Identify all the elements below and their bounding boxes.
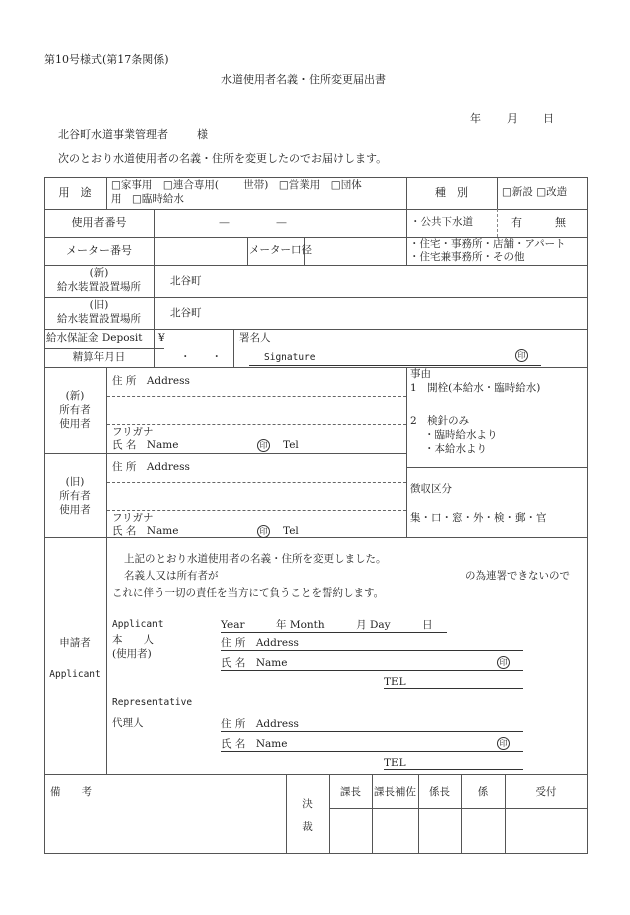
representative-seal-icon: 印 bbox=[497, 736, 510, 750]
sewer-no[interactable]: 無 bbox=[555, 216, 566, 229]
applicant-label-en: Applicant bbox=[49, 669, 101, 680]
user-number-dash-1: — bbox=[219, 216, 230, 229]
date-day-label: 日 bbox=[543, 112, 554, 125]
location-old-label-2: 給水装置設置場所 bbox=[57, 313, 141, 325]
reason-item-2b[interactable]: ・本給水より bbox=[424, 443, 487, 455]
settlement-date-label: 精算年月日 bbox=[72, 351, 126, 363]
form-number: 第10号様式(第17条関係) bbox=[44, 53, 169, 66]
user-number-dash-2[interactable]: — bbox=[276, 216, 287, 229]
deposit-currency[interactable]: ¥ bbox=[158, 332, 165, 344]
signer-label: 署名人 bbox=[239, 332, 271, 344]
owner-old-tel[interactable]: Tel bbox=[283, 525, 299, 537]
owner-new-seal-icon: 印 bbox=[257, 438, 270, 452]
remarks-label: 備 考 bbox=[50, 786, 92, 798]
building-type-line1[interactable]: ・住宅・事務所・店舗・アパート bbox=[409, 238, 566, 250]
representative-address[interactable]: 住 所 Address bbox=[221, 718, 299, 730]
sewer-yes[interactable]: 有 bbox=[511, 216, 522, 229]
owner-new-label-2: 所有者 bbox=[59, 404, 91, 416]
approver-reception: 受付 bbox=[535, 786, 557, 798]
applicant-self-jp: 本 人 bbox=[112, 634, 154, 646]
approver-assistant-chief: 課長補佐 bbox=[374, 786, 416, 798]
applicant-statement-2b: の為連署できないので bbox=[465, 570, 570, 582]
owner-old-label-1: (旧) bbox=[65, 476, 85, 488]
applicant-label-jp: 申請者 bbox=[59, 637, 91, 649]
owner-new-furigana[interactable]: フリガナ bbox=[112, 426, 154, 438]
owner-new-name[interactable]: 氏 名 Name bbox=[112, 439, 179, 451]
decision-label-1: 決 bbox=[302, 798, 313, 810]
usage-options-line2[interactable]: 用 □臨時給水 bbox=[111, 193, 184, 205]
intro-text: 次のとおり水道使用者の名義・住所を変更したのでお届けします。 bbox=[58, 152, 388, 165]
owner-old-address[interactable]: 住 所 Address bbox=[112, 461, 190, 473]
applicant-name[interactable]: 氏 名 Name bbox=[221, 657, 288, 669]
reason-title: 事由 bbox=[410, 368, 431, 380]
reason-item-2a[interactable]: ・臨時給水より bbox=[424, 429, 498, 441]
location-old-value[interactable]: 北谷町 bbox=[170, 307, 202, 319]
collection-options[interactable]: 集・口・窓・外・検・郵・官 bbox=[410, 512, 547, 524]
location-old-label-1: (旧) bbox=[89, 299, 109, 311]
representative-en: Representative bbox=[112, 697, 193, 708]
owner-new-address[interactable]: 住 所 Address bbox=[112, 375, 190, 387]
applicant-seal-icon: 印 bbox=[497, 655, 510, 669]
addressee: 北谷町水道事業管理者 bbox=[58, 128, 168, 141]
date-month-label: 月 bbox=[507, 112, 518, 125]
meter-number-label: メーター番号 bbox=[66, 244, 132, 257]
approver-subsection-chief: 係長 bbox=[429, 786, 450, 798]
owner-old-label-3: 使用者 bbox=[59, 504, 91, 516]
owner-new-label-3: 使用者 bbox=[59, 418, 91, 430]
decision-label-2: 裁 bbox=[302, 821, 313, 833]
page-title: 水道使用者名義・住所変更届出書 bbox=[221, 73, 386, 86]
reason-item-1[interactable]: 1 開栓(本給水・臨時給水) bbox=[410, 382, 541, 394]
applicant-date-line[interactable]: Year 年 Month 月 Day 日 bbox=[221, 619, 433, 631]
collection-title: 徴収区分 bbox=[410, 483, 452, 495]
applicant-self-en: Applicant bbox=[112, 619, 164, 630]
location-new-label-2: 給水装置設置場所 bbox=[57, 281, 141, 293]
approver-staff: 係 bbox=[477, 786, 489, 798]
applicant-tel[interactable]: TEL bbox=[384, 676, 406, 688]
owner-old-seal-icon: 印 bbox=[257, 524, 270, 538]
applicant-address[interactable]: 住 所 Address bbox=[221, 637, 299, 649]
signature-seal-icon: 印 bbox=[515, 348, 528, 362]
sewer-label: ・公共下水道 bbox=[410, 216, 473, 228]
signature-field[interactable]: Signature bbox=[264, 352, 316, 363]
type-label: 種 別 bbox=[435, 186, 468, 199]
building-type-line2[interactable]: ・住宅兼事務所・その他 bbox=[409, 251, 525, 263]
approver-section-chief: 課長 bbox=[340, 786, 361, 798]
representative-name[interactable]: 氏 名 Name bbox=[221, 738, 288, 750]
location-new-label-1: (新) bbox=[89, 267, 109, 279]
representative-tel[interactable]: TEL bbox=[384, 757, 406, 769]
owner-new-tel[interactable]: Tel bbox=[283, 439, 299, 451]
usage-label: 用 途 bbox=[58, 186, 92, 199]
user-number-label: 使用者番号 bbox=[71, 216, 127, 229]
applicant-statement-2a: 名義人又は所有者が bbox=[124, 570, 219, 582]
owner-new-label-1: (新) bbox=[65, 390, 85, 402]
representative-jp: 代理人 bbox=[112, 717, 144, 729]
location-new-value[interactable]: 北谷町 bbox=[170, 275, 202, 287]
meter-caliber-label: メーター口径 bbox=[249, 244, 312, 256]
owner-old-name[interactable]: 氏 名 Name bbox=[112, 525, 179, 537]
applicant-self-sub: (使用者) bbox=[112, 648, 152, 660]
deposit-label: 給水保証金 Deposit bbox=[46, 332, 143, 344]
applicant-statement-1: 上記のとおり水道使用者の名義・住所を変更しました。 bbox=[124, 553, 387, 565]
honorific: 様 bbox=[197, 128, 208, 141]
type-options[interactable]: □新設 □改造 bbox=[502, 186, 568, 198]
settlement-date-value[interactable]: ・ ・ bbox=[180, 351, 222, 363]
applicant-statement-3: これに伴う一切の責任を当方にて負うことを誓約します。 bbox=[112, 587, 385, 599]
owner-old-label-2: 所有者 bbox=[59, 490, 91, 502]
date-year-label: 年 bbox=[470, 112, 481, 125]
usage-options-line1[interactable]: □家事用 □連合専用( 世帯) □営業用 □団体 bbox=[111, 179, 362, 191]
reason-item-2[interactable]: 2 検針のみ bbox=[410, 415, 470, 427]
owner-old-furigana[interactable]: フリガナ bbox=[112, 512, 154, 524]
